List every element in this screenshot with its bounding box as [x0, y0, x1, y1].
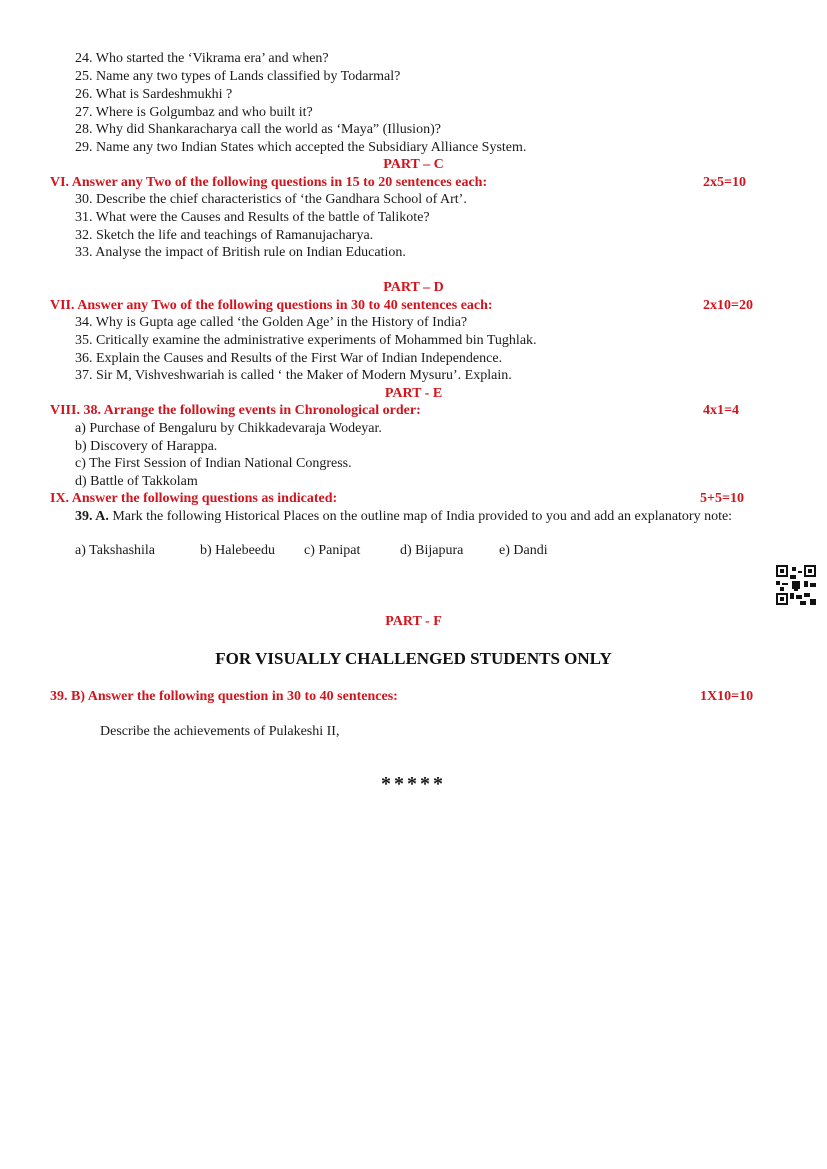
question-25: 25. Name any two types of Lands classified by Todarmal?: [75, 69, 401, 84]
question-39a-label: 39. A.: [75, 509, 109, 524]
question-24: 24. Who started the ‘Vikrama era’ and when?: [75, 51, 329, 66]
question-28: 28. Why did Shankaracharya call the world as ‘Maya” (Illusion)?: [75, 122, 441, 137]
event-a: a) Purchase of Bengaluru by Chikkadevaraja Wodeyar.: [75, 421, 382, 436]
question-27: 27. Where is Golgumbaz and who built it?: [75, 105, 313, 120]
place-e: e) Dandi: [499, 543, 548, 558]
visually-challenged-heading: FOR VISUALLY CHALLENGED STUDENTS ONLY: [215, 649, 612, 668]
part-e-instruction-2: IX. Answer the following questions as indicated:: [50, 491, 338, 506]
question-34: 34. Why is Gupta age called ‘the Golden Age’ in the History of India?: [75, 315, 468, 330]
question-39b: Describe the achievements of Pulakeshi II,: [100, 724, 340, 739]
question-32: 32. Sketch the life and teachings of Ramanujacharya.: [75, 228, 374, 243]
question-31: 31. What were the Causes and Results of the battle of Talikote?: [75, 210, 430, 225]
question-39a: [75, 508, 732, 525]
place-b: b) Halebeedu: [200, 543, 276, 558]
qr-code-icon: [776, 565, 816, 605]
event-c: c) The First Session of Indian National Congress.: [75, 456, 352, 471]
question-37: 37. Sir M, Vishveshwariah is called ‘ the Maker of Modern Mysuru’. Explain.: [75, 368, 512, 383]
event-b: b) Discovery of Harappa.: [75, 439, 218, 454]
question-30: 30. Describe the chief characteristics of ‘the Gandhara School of Art’.: [75, 192, 467, 207]
question-29: 29. Name any two Indian States which accepted the Subsidiary Alliance System.: [75, 140, 527, 155]
part-d-title: PART – D: [383, 280, 444, 295]
event-d: d) Battle of Takkolam: [75, 474, 198, 489]
question-35: 35. Critically examine the administrative experiments of Mohammed bin Tughlak.: [75, 333, 537, 348]
part-e-title: PART - E: [384, 386, 443, 401]
question-26: 26. What is Sardeshmukhi ?: [75, 87, 233, 102]
question-33: 33. Analyse the impact of British rule on Indian Education.: [75, 245, 406, 260]
part-d-marks: 2x10=20: [703, 298, 753, 313]
part-c-title: PART – C: [383, 157, 444, 172]
question-39a-text: Mark the following Historical Places on the outline map of India provided to you and add an explanatory note:: [112, 509, 733, 524]
part-e-marks-2: 5+5=10: [700, 491, 744, 506]
place-d: d) Bijapura: [400, 543, 464, 558]
question-36: 36. Explain the Causes and Results of the First War of Indian Independence.: [75, 351, 503, 366]
part-e-marks: 4x1=4: [703, 403, 739, 418]
place-c: c) Panipat: [304, 543, 361, 558]
part-f-marks: 1X10=10: [700, 689, 754, 704]
end-marker: *****: [381, 773, 446, 795]
part-c-instruction: VI. Answer any Two of the following questions in 15 to 20 sentences each:: [50, 175, 488, 190]
part-c-marks: 2x5=10: [703, 175, 746, 190]
part-f-instruction: 39. B) Answer the following question in 30 to 40 sentences:: [50, 689, 398, 704]
part-d-instruction: VII. Answer any Two of the following questions in 30 to 40 sentences each:: [50, 298, 493, 313]
place-a: a) Takshashila: [75, 543, 156, 558]
part-e-instruction: VIII. 38. Arrange the following events in Chronological order:: [50, 403, 421, 418]
part-f-title: PART - F: [385, 614, 442, 629]
